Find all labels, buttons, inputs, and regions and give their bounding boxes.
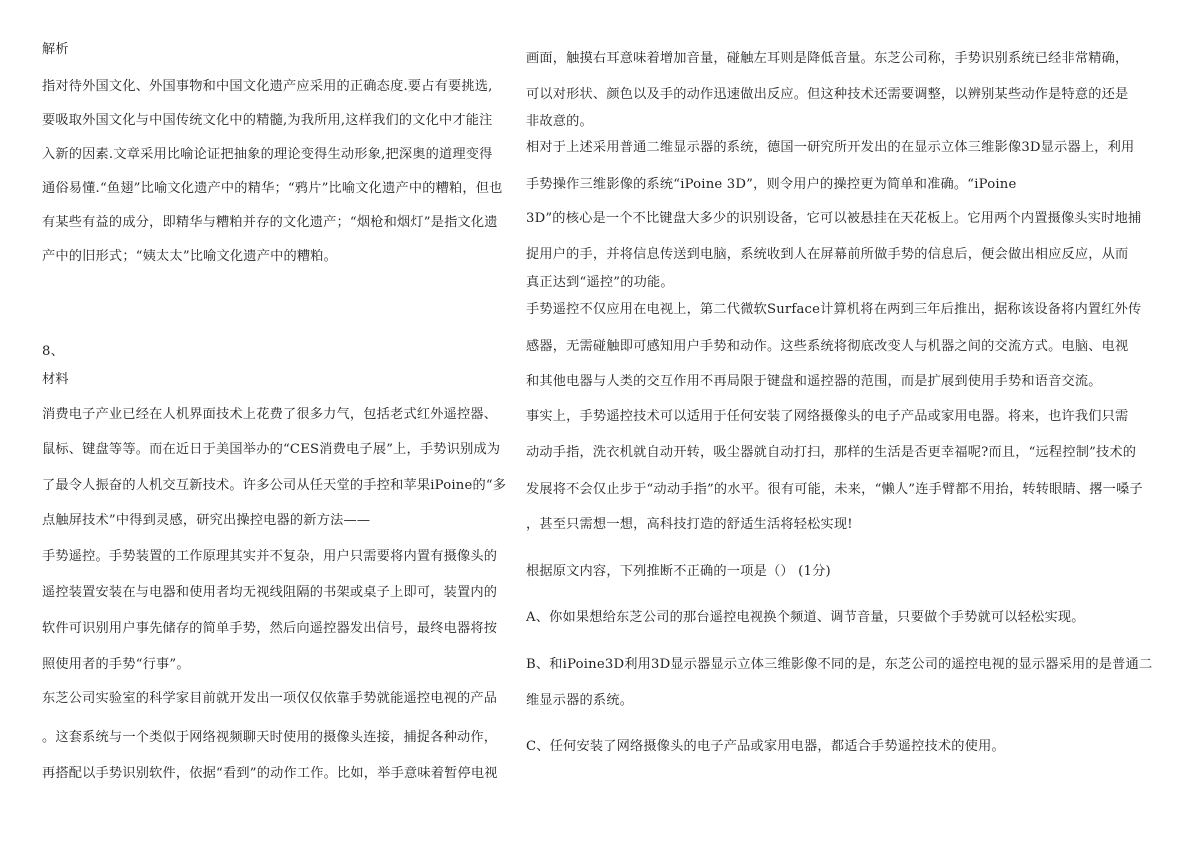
- analysis-line: 通俗易懂.“鱼翅”比喻文化遗产中的精华；“鸦片”比喻文化遗产中的糟粕，但也: [42, 181, 503, 196]
- material-line: 相对于上述采用普通二维显示器的系统，德国一研究所开发出的在显示立体三维影像3D显示器上，利用: [526, 140, 1135, 155]
- material-line: 软件可识别用户事先储存的简单手势，然后向遥控器发出信号，最终电器将按: [42, 621, 498, 636]
- analysis-line: 入新的因素.文章采用比喻论证把抽象的理论变得生动形象,把深奥的道理变得: [42, 147, 493, 162]
- material-line: 真正达到“遥控”的功能。: [526, 275, 674, 290]
- option-b-continued: 维显示器的系统。: [526, 693, 634, 708]
- material-line: 再搭配以手势识别软件，依据“看到”的动作工作。比如，举手意味着暂停电视: [42, 766, 498, 781]
- material-line: 感器，无需碰触即可感知用户手势和动作。这些系统将彻底改变人与机器之间的交流方式。电脑、电视: [526, 339, 1129, 354]
- material-line: 手势遥控不仅应用在电视上，第二代微软Surface计算机将在两到三年后推出，据称该设备将内置红外传: [526, 302, 1142, 317]
- analysis-line: 有某些有益的成分，即精华与糟粕并存的文化遗产；“烟枪和烟灯”是指文化遗: [42, 215, 498, 230]
- material-line: 消费电子产业已经在人机界面技术上花费了很多力气，包括老式红外遥控器、: [42, 407, 498, 422]
- material-line: 东芝公司实验室的科学家目前就开发出一项仅仅依靠手势就能遥控电视的产品: [42, 691, 498, 706]
- material-line: 画面，触摸右耳意味着增加音量，碰触左耳则是降低音量。东芝公司称，手势识别系统已经非常精确，: [526, 51, 1129, 66]
- option-b: B、和iPoine3D利用3D显示器显示立体三维影像不同的是，东芝公司的遥控电视的显示器采用的是普通二: [526, 657, 1153, 672]
- material-line: 手势操作三维影像的系统“iPoine 3D”，则令用户的操控更为简单和准确。“iPoine: [526, 177, 1017, 192]
- material-line: 非故意的。: [526, 114, 593, 129]
- analysis-line: 指对待外国文化、外国事物和中国文化遗产应采用的正确态度.要占有要挑选,: [42, 79, 493, 94]
- material-line: 动动手指，洗衣机就自动开转，吸尘器就自动打扫，那样的生活是否更幸福呢?而且，“远程控制”技术的: [526, 445, 1137, 460]
- option-a: A、你如果想给东芝公司的那台遥控电视换个频道、调节音量，只要做个手势就可以轻松实现。: [526, 610, 1085, 625]
- material-line: ，甚至只需想一想，高科技打造的舒适生活将轻松实现!: [526, 517, 853, 532]
- material-line: 点触屏技术”中得到灵感，研究出操控电器的新方法——: [42, 513, 371, 528]
- material-line: 事实上，手势遥控技术可以适用于任何安装了网络摄像头的电子产品或家用电器。将来，也许我们只需: [526, 409, 1129, 424]
- option-c: C、任何安装了网络摄像头的电子产品或家用电器，都适合手势遥控技术的使用。: [526, 739, 1005, 754]
- material-line: 捉用户的手，并将信息传送到电脑，系统收到人在屏幕前所做手势的信息后，便会做出相应反应，从而: [526, 247, 1129, 262]
- material-line: 3D”的核心是一个不比键盘大多少的识别设备，它可以被悬挂在天花板上。它用两个内置摄像头实时地捕: [526, 211, 1142, 226]
- material-heading: 材料: [42, 372, 69, 387]
- material-line: 和其他电器与人类的交互作用不再局限于键盘和遥控器的范围，而是扩展到使用手势和语音交流。: [526, 374, 1102, 389]
- analysis-line: 要吸取外国文化与中国传统文化中的精髓,为我所用,这样我们的文化中才能注: [42, 113, 493, 128]
- material-line: 鼠标、键盘等等。而在近日于美国举办的“CES消费电子展”上，手势识别成为: [42, 442, 501, 457]
- analysis-heading: 解析: [42, 42, 69, 57]
- analysis-line: 产中的旧形式；“姨太太”比喻文化遗产中的糟粕。: [42, 249, 338, 264]
- material-line: 了最令人振奋的人机交互新技术。许多公司从任天堂的手控和苹果iPoine的“多: [42, 478, 507, 493]
- material-line: 。这套系统与一个类似于网络视频聊天时使用的摄像头连接，捕捉各种动作，: [42, 730, 498, 745]
- material-line: 照使用者的手势“行事”。: [42, 657, 190, 672]
- material-line: 手势遥控。手势装置的工作原理其实并不复杂，用户只需要将内置有摄像头的: [42, 549, 498, 564]
- material-line: 发展将不会仅止步于“动动手指”的水平。很有可能，未来，“懒人”连手臂都不用抬，转转眼睛、撂一嗓子: [526, 482, 1143, 497]
- question-prompt: 根据原文内容，下列推断不正确的一项是（） (1分): [526, 564, 831, 579]
- material-line: 可以对形状、颜色以及手的动作迅速做出反应。但这种技术还需要调整，以辨别某些动作是特意的还是: [526, 87, 1129, 102]
- question-number: 8、: [42, 344, 64, 359]
- material-line: 遥控装置安装在与电器和使用者均无视线阻隔的书架或桌子上即可，装置内的: [42, 585, 498, 600]
